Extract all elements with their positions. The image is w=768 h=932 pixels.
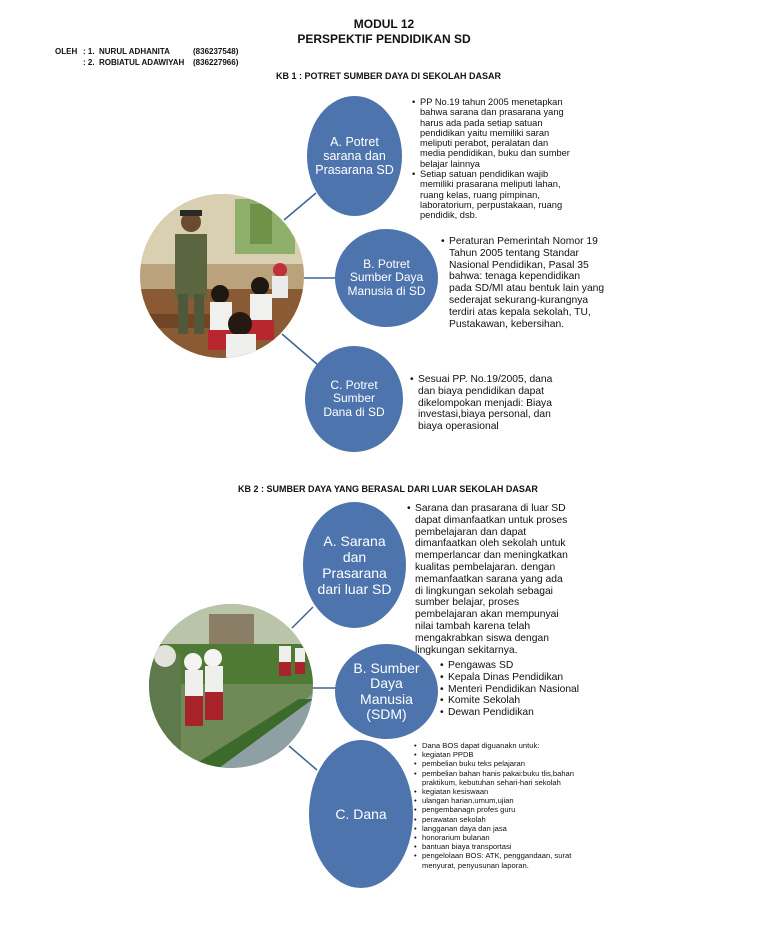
kb1-node-a bbox=[307, 96, 402, 216]
list-item: • pembelian bahan hanis pakai:buku tlis,bahan praktikum, kebutuhan sehari-hari sekolah bbox=[414, 769, 574, 787]
kb2-node-c-bullets bbox=[414, 741, 574, 870]
list-item: • pengelolaan BOS: ATK, penggandaan, surat menyurat, penyusunan laporan. bbox=[414, 851, 574, 869]
kb1-node-c bbox=[305, 346, 403, 452]
list-item: • Peraturan Pemerintah Nomor 19 Tahun 2005 tentang Standar Nasional Pendidikan, Pasal 35 bahwa: tenaga kependidikan pada SD/MI atau bentuk lain yang sederajat sekurang-kurangnya terdiri atas kepala sekolah, TU, Pustakawan, kebersihan. bbox=[441, 236, 605, 330]
author-1-prefix: : 1. bbox=[83, 47, 95, 56]
kb1-node-b-label: B. Potret Sumber Daya Manusia di SD bbox=[347, 256, 426, 298]
list-item: • perawatan sekolah bbox=[414, 815, 574, 824]
list-item: • langganan daya dan jasa bbox=[414, 824, 574, 833]
list-item: • bantuan biaya transportasi bbox=[414, 842, 574, 851]
module-title: PERSPEKTIF PENDIDIKAN SD bbox=[297, 32, 471, 46]
module-number: MODUL 12 bbox=[353, 17, 415, 31]
kb1-node-b-bullets bbox=[441, 236, 605, 330]
kb2-node-a-bullets bbox=[407, 503, 570, 656]
list-item: • Komite Sekolah bbox=[440, 695, 590, 707]
kb1-connector-a bbox=[284, 193, 316, 220]
kb1-node-c-bullets bbox=[410, 374, 558, 433]
kb1-node-a-bullets bbox=[412, 97, 570, 221]
author-1-id: (836237548) bbox=[193, 47, 239, 56]
kb1-node-b bbox=[335, 229, 438, 327]
list-item: • Sesuai PP. No.19/2005, dana dan biaya pendidikan dapat dikelompokan menjadi: Biaya investasi,biaya personal, dan biaya operasional bbox=[410, 374, 558, 433]
list-item: • Kepala Dinas Pendidikan bbox=[440, 672, 590, 684]
author-1-name: NURUL ADHANITA bbox=[99, 47, 170, 56]
author-2-id: (836227966) bbox=[193, 58, 239, 67]
kb1-connector-c bbox=[282, 334, 318, 365]
kb2-node-b-label: B. Sumber Daya Manusia (SDM) bbox=[353, 659, 420, 722]
oleh-label: OLEH bbox=[55, 47, 78, 56]
kb2-node-c-label: C. Dana bbox=[335, 806, 387, 822]
list-item: • pembelian buku teks pelajaran bbox=[414, 759, 574, 768]
list-item: • Sarana dan prasarana di luar SD dapat dimanfaatkan untuk proses pembelajaran dan dapat dimanfaatkan oleh sekolah untuk memperlancar dan meningkatkan kualitas pembelajaran. dengan memanfaatkan sarana yang ada di lingkungan sekolah sebagai sumber belajar, proses pembelajaran akan mempunyai nilai tambah karena telah mengakrabkan siswa dengan lingkungan sekitarnya. bbox=[407, 503, 570, 656]
kb2-heading: KB 2 : SUMBER DAYA YANG BERASAL DARI LUAR SEKOLAH DASAR bbox=[238, 484, 538, 494]
kb1-node-c-label: C. Potret Sumber Dana di SD bbox=[323, 377, 385, 419]
kb2-node-a bbox=[303, 502, 406, 628]
kb1-classroom-photo bbox=[140, 194, 304, 358]
list-item: • kegiatan kesiswaan bbox=[414, 787, 574, 796]
list-item: • PP No.19 tahun 2005 menetapkan bahwa sarana dan prasarana yang harus ada pada setiap satuan pendidikan yaitu memiliki saran meliputi perabot, peralatan dan media pendidikan, buku dan sumber belajar lainnya bbox=[412, 97, 570, 169]
author-2-prefix: : 2. bbox=[83, 58, 95, 67]
list-item: • kegiatan PPDB bbox=[414, 750, 574, 759]
list-item: • Dana BOS dapat diguanakn untuk: bbox=[414, 741, 574, 750]
list-item: • Setiap satuan pendidikan wajib memiliki prasarana meliputi lahan, ruang kelas, ruang pimpinan, laboratorium, perpustakaan, ruang pendidik, dsb. bbox=[412, 169, 570, 220]
kb2-connector-c bbox=[289, 746, 317, 770]
kb2-node-a-label: A. Sarana dan Prasarana dari luar SD bbox=[317, 533, 392, 597]
list-item: • pengembanagn profes guru bbox=[414, 805, 574, 814]
kb2-outdoor-photo bbox=[149, 604, 313, 768]
author-2-name: ROBIATUL ADAWIYAH bbox=[99, 58, 185, 67]
kb2-node-c bbox=[309, 740, 413, 888]
list-item: • Menteri Pendidikan Nasional bbox=[440, 684, 590, 696]
list-item: • ulangan harian,umum,ujian bbox=[414, 796, 574, 805]
list-item: • Dewan Pendidikan bbox=[440, 707, 590, 719]
list-item: • Pengawas SD bbox=[440, 660, 590, 672]
kb1-node-a-label: A. Potret sarana dan Prasarana SD bbox=[315, 135, 394, 177]
kb1-heading: KB 1 : POTRET SUMBER DAYA DI SEKOLAH DASAR bbox=[276, 71, 502, 81]
kb2-node-b bbox=[335, 644, 438, 739]
list-item: • honorarium bulanan bbox=[414, 833, 574, 842]
kb2-node-b-bullets bbox=[440, 660, 590, 719]
kb2-connector-a bbox=[292, 607, 313, 628]
